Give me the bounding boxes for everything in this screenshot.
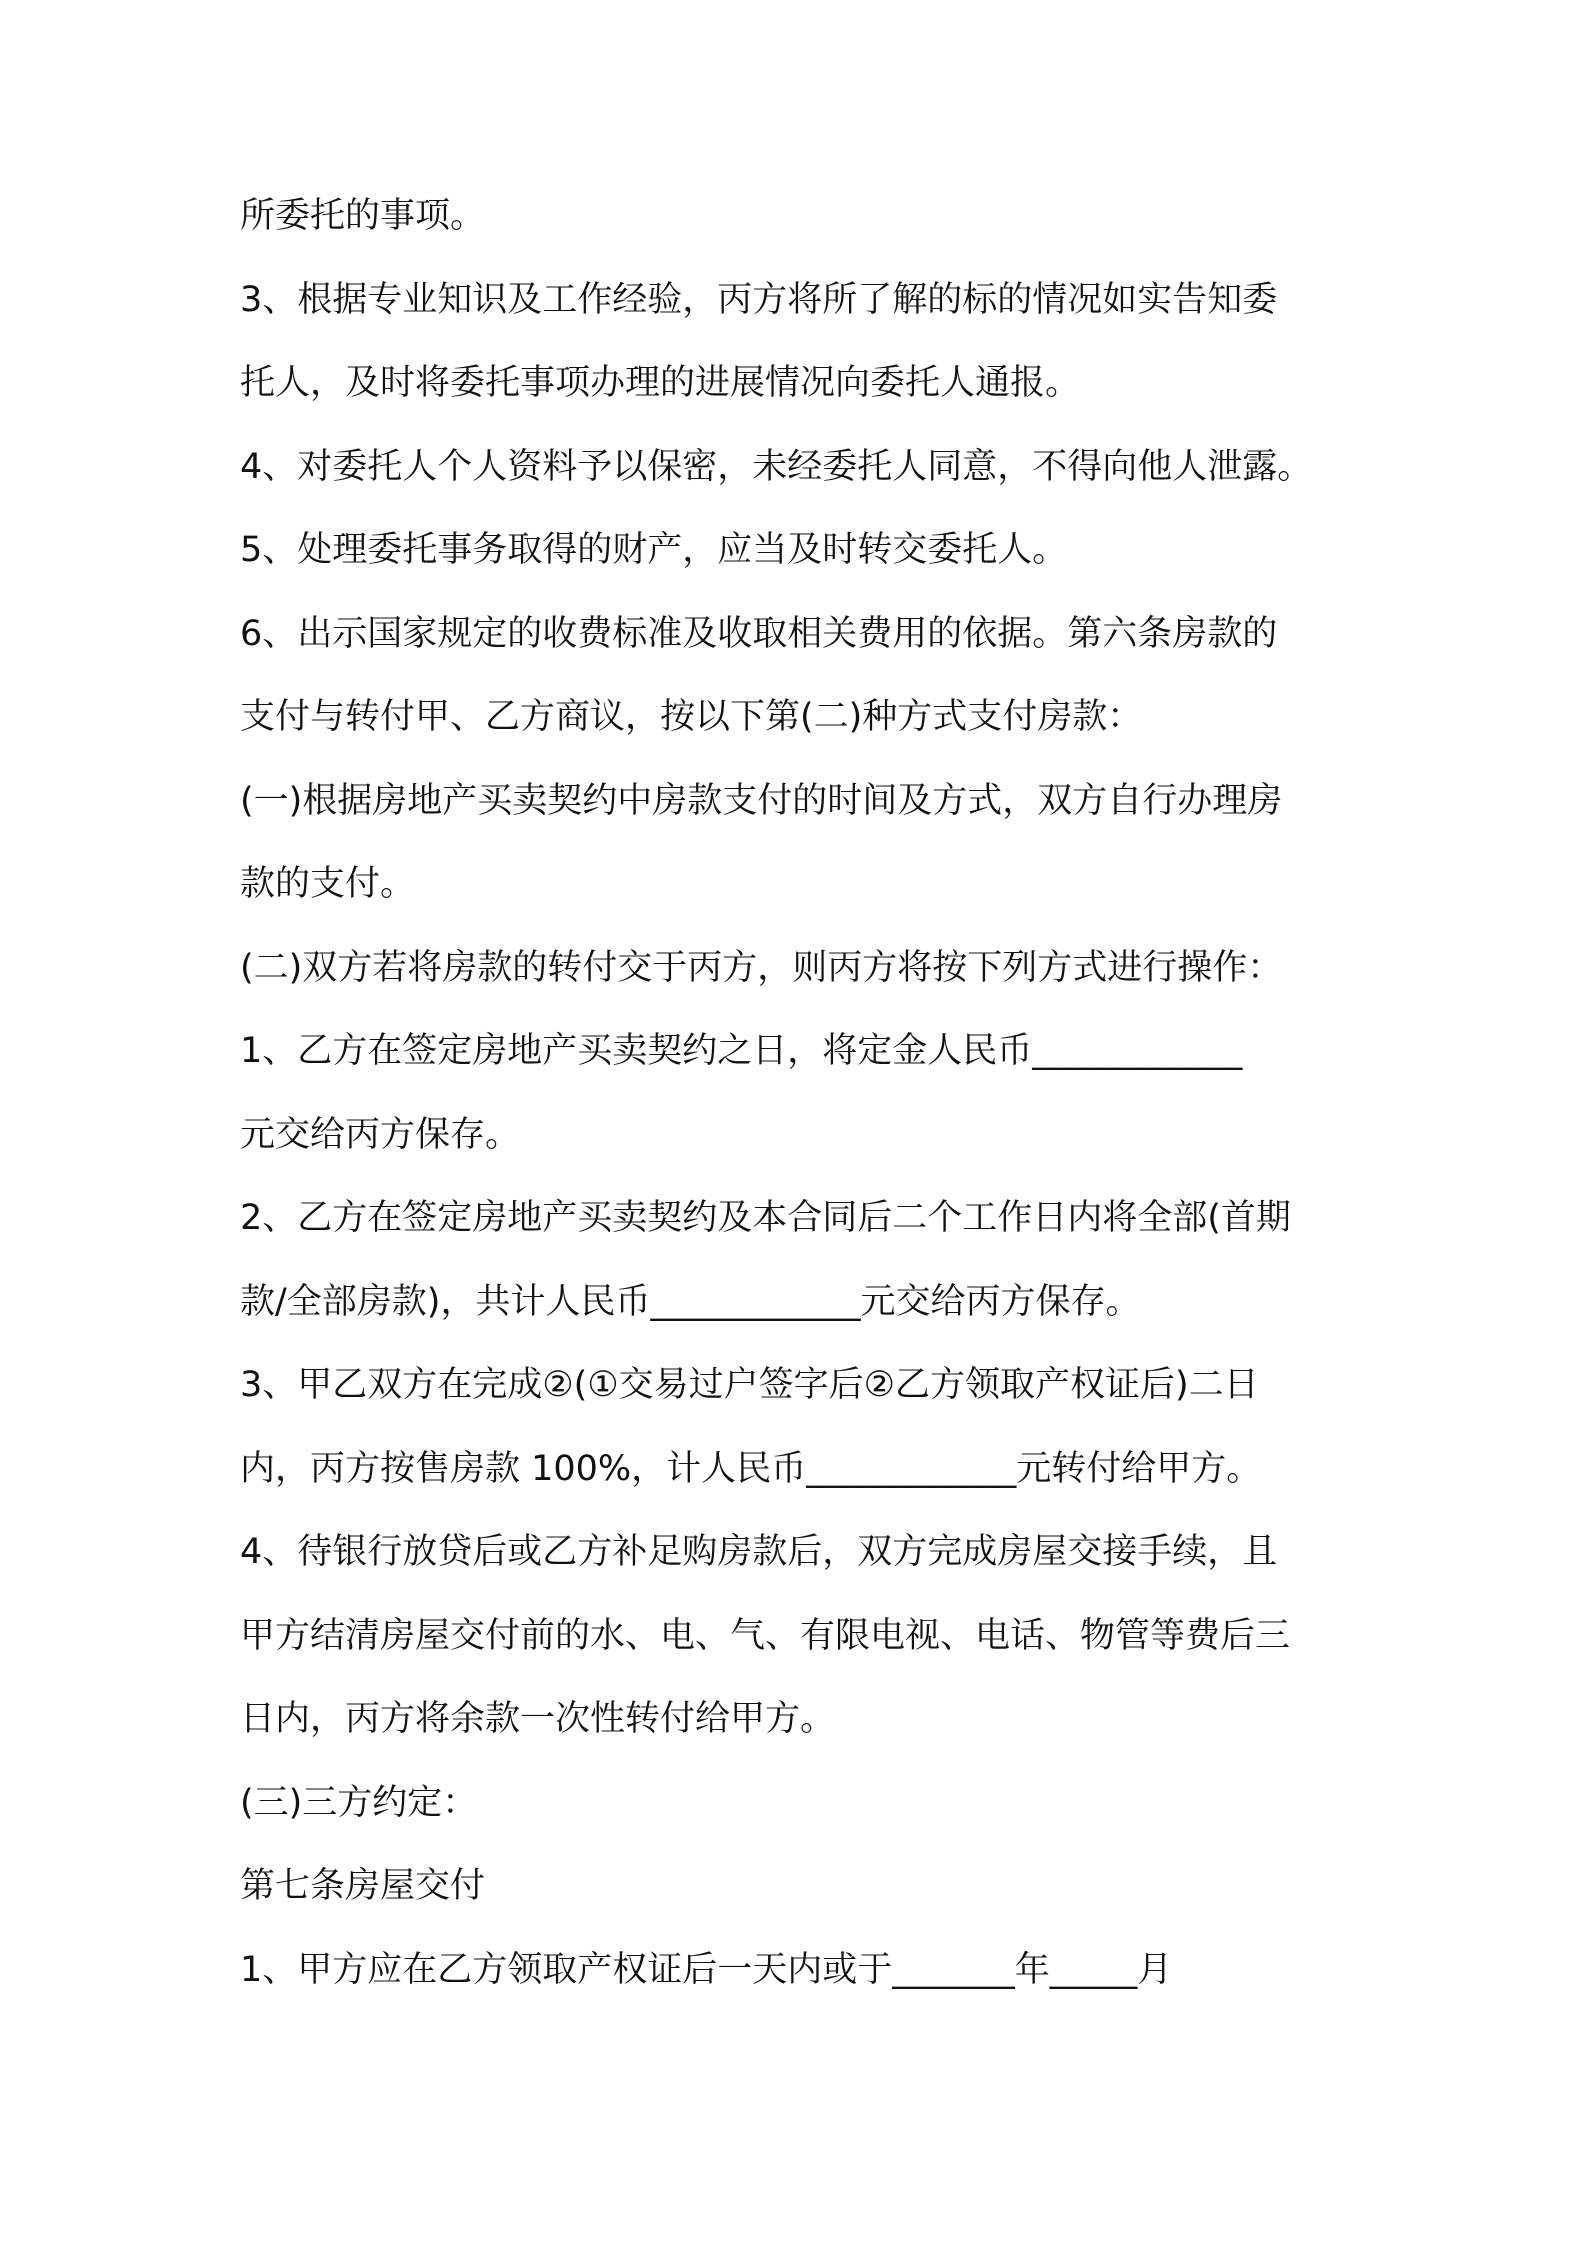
text-line: 6、出示国家规定的收费标准及收取相关费用的依据。第六条房款的 — [240, 613, 1278, 654]
text-line: 1、甲方应在乙方领取产权证后一天内或于_______年_____月 — [240, 1949, 1173, 1990]
text-line: 款的支付。 — [240, 864, 416, 904]
text-line: (一)根据房地产买卖契约中房款支付的时间及方式，双方自行办理房 — [240, 780, 1283, 821]
text-line: (三)三方约定： — [240, 1782, 478, 1823]
text-line: 2、乙方在签定房地产买卖契约及本合同后二个工作日内将全部(首期 — [240, 1198, 1291, 1238]
text-line: 所委托的事项。 — [240, 196, 486, 236]
text-line: 元交给丙方保存。 — [240, 1114, 521, 1155]
text-line: 内，丙方按售房款 100%，计人民币____________元转付给甲方。 — [240, 1448, 1262, 1489]
text-line: 甲方结清房屋交付前的水、电、气、有限电视、电话、物管等费后三 — [240, 1615, 1291, 1656]
text-line: 托人，及时将委托事项办理的进展情况向委托人通报。 — [240, 363, 1081, 403]
text-line: 4、待银行放贷后或乙方补足购房款后，双方完成房屋交接手续，且 — [240, 1532, 1278, 1572]
text-line: 第七条房屋交付 — [240, 1866, 486, 1906]
text-line: 支付与转付甲、乙方商议，按以下第(二)种方式支付房款： — [240, 697, 1143, 737]
text-line: 日内，丙方将余款一次性转付给甲方。 — [240, 1699, 836, 1739]
text-line: 3、根据专业知识及工作经验，丙方将所了解的标的情况如实告知委 — [240, 279, 1278, 320]
text-line: 1、乙方在签定房地产买卖契约之日，将定金人民币____________ — [240, 1031, 1243, 1071]
document-body — [240, 196, 1370, 2033]
text-line: 4、对委托人个人资料予以保密，未经委托人同意，不得向他人泄露。 — [240, 446, 1313, 487]
text-line: 3、甲乙双方在完成②(①交易过户签字后②乙方领取产权证后)二日 — [240, 1365, 1259, 1405]
text-line: (二)双方若将房款的转付交于丙方，则丙方将按下列方式进行操作： — [240, 947, 1283, 988]
text-line: 款/全部房款)，共计人民币____________元交给丙方保存。 — [240, 1281, 1141, 1322]
text-line: 5、处理委托事务取得的财产，应当及时转交委托人。 — [240, 530, 1068, 570]
